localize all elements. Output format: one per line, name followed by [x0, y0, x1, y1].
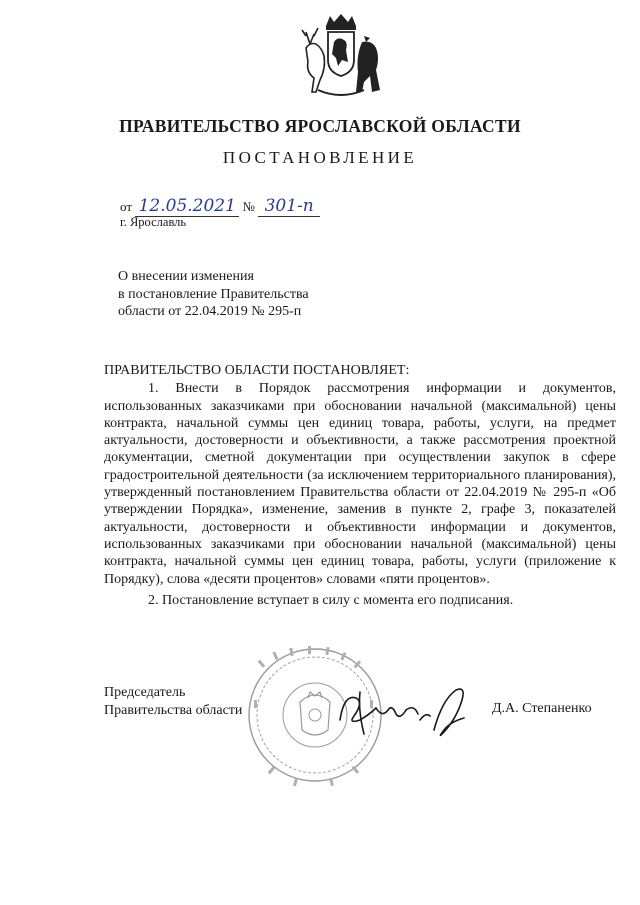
government-title: ПРАВИТЕЛЬСТВО ЯРОСЛАВСКОЙ ОБЛАСТИ: [119, 116, 521, 136]
date-prefix: от: [120, 199, 133, 214]
paragraph-2: 2. Постановление вступает в силу с момента его подписания.: [148, 592, 514, 608]
decree-heading: ПРАВИТЕЛЬСТВО ОБЛАСТИ ПОСТАНОВЛЯЕТ:: [104, 363, 410, 378]
signatory-position: [104, 684, 242, 719]
position-line: Председатель: [104, 685, 186, 700]
decree-body: [104, 362, 616, 609]
signatory-name: Д.А. Степаненко: [492, 701, 592, 716]
document-type: ПОСТАНОВЛЕНИЕ: [222, 148, 418, 167]
city: г. Ярославль: [120, 215, 187, 229]
number-prefix: №: [242, 199, 255, 214]
position-line: Правительства области: [104, 702, 243, 718]
subject-line: О внесении изменения: [118, 269, 254, 284]
subject-block: [118, 268, 309, 321]
coat-of-arms-icon: [296, 12, 386, 98]
date-number-line: [120, 196, 320, 217]
subject-line: области от 22.04.2019 № 295-п: [118, 304, 302, 319]
paragraph-1: 1. Внести в Порядок рассмотрения информации и документов, использованных заказчиками при обосновании начальной (максимальной) цены контракта, начальной суммы цен единиц товара, работы, услуги, на предмет актуальности, достоверности и объективности, а также рассмотрения проектной документации, сметной документации при осуществлении закупок в сфере градостроительной деятельности (за исключением территориального планирования), утвержденный постановлением Правительства области от 22.04.2019 № 295-п «Об утверждении Порядка», изменение, заменив в пункте 2, графе 3, показателей актуальности, достоверности и объективности информации и документов, использованных заказчиками при обосновании начальной (максимальной) цены контракта, начальной суммы цен единиц товара, работы, услуги (приложение к Порядку), слова «десяти процентов» словами «пяти процентов».: [104, 381, 616, 587]
number-value: 301-п: [258, 196, 320, 217]
date-value: 12.05.2021: [135, 196, 239, 217]
subject-line: в постановление Правительства: [118, 286, 309, 302]
handwritten-signature-icon: [330, 680, 480, 740]
